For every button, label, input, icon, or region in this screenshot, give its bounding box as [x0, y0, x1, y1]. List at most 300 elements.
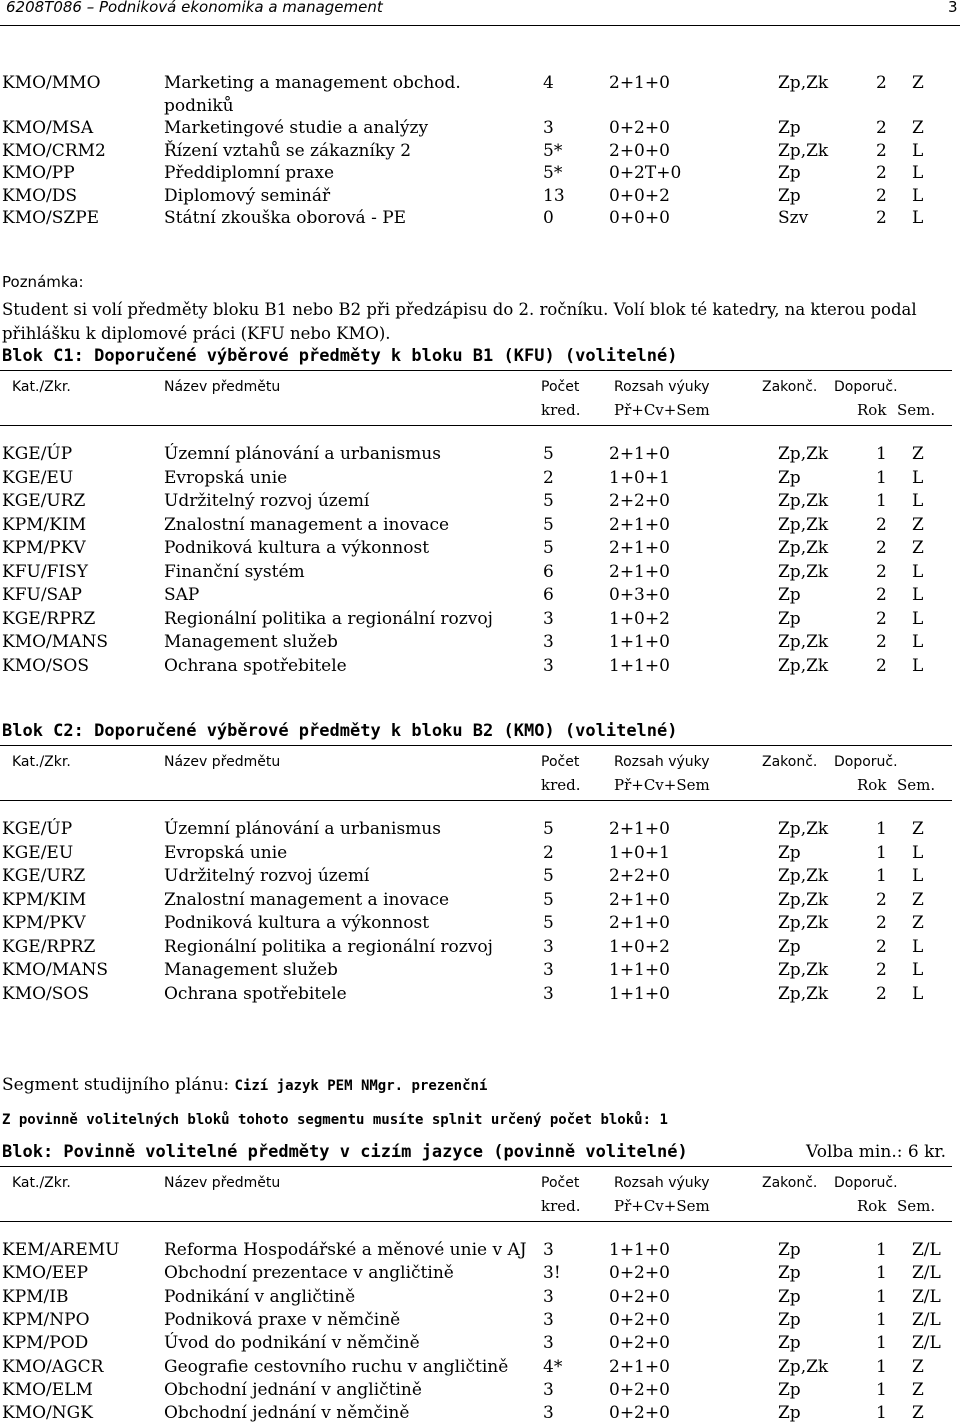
year: 1 [876, 819, 887, 839]
year: 1 [876, 1379, 887, 1400]
course-name: Udržitelný rozvoj území [164, 866, 370, 886]
col-credits-header: Počet [541, 379, 580, 395]
segment-line [2, 1077, 487, 1094]
course-name: Ochrana spotřebitele [164, 655, 347, 676]
credits: 3 [543, 1240, 554, 1260]
year: 2 [876, 889, 887, 910]
scope: 0+2+0 [609, 1403, 670, 1424]
year: 1 [876, 1263, 887, 1284]
col-rec-header: Doporuč. [834, 754, 898, 770]
year: 1 [876, 467, 887, 488]
scope: 0+2+0 [609, 1379, 670, 1400]
col-name-header: Název předmětu [164, 1175, 281, 1191]
table-row [0, 162, 960, 184]
course-name: Ochrana spotřebitele [164, 983, 347, 1004]
year: 2 [876, 561, 887, 582]
block-lang-title: Blok: Povinně volitelné předměty v cizím jazyce (povinně volitelné) [2, 1142, 688, 1162]
course-code: KFU/SAP [2, 585, 82, 605]
block-lang-header-rule [0, 1221, 952, 1222]
semester: Z [912, 913, 924, 933]
table-row [0, 117, 960, 139]
col-scope-sub: Př+Cv+Sem [614, 401, 710, 419]
course-name: Obchodní jednání v němčině [164, 1403, 410, 1424]
semester: L [912, 585, 924, 605]
segment-name: Cizí jazyk PEM NMgr. prezenční [234, 1078, 488, 1094]
exam-type: Zp,Zk [778, 913, 829, 933]
course-name: Geografie cestovního ruchu v angličtině [164, 1356, 509, 1377]
course-name: Obchodní jednání v angličtině [164, 1379, 422, 1400]
year: 2 [876, 185, 887, 206]
credits: 3 [543, 1403, 554, 1424]
credits: 3 [543, 608, 554, 629]
table-row [0, 912, 960, 934]
semester: Z/L [912, 1286, 941, 1307]
col-sem-sub: Sem. [897, 401, 936, 419]
scope: 1+1+0 [609, 960, 670, 980]
year: 1 [876, 842, 887, 863]
block-c1-top-rule [0, 370, 952, 371]
credits: 5 [543, 491, 554, 511]
semester: L [912, 842, 924, 863]
course-code: KPM/PKV [2, 913, 86, 933]
course-code: KPM/PKV [2, 538, 86, 558]
year: 2 [876, 585, 887, 605]
year: 2 [876, 118, 887, 138]
semester: L [912, 208, 924, 228]
credits: 6 [543, 561, 554, 582]
scope: 2+1+0 [609, 73, 670, 93]
credits: 3 [543, 1379, 554, 1400]
course-code: KPM/IB [2, 1286, 69, 1307]
course-code: KPM/KIM [2, 889, 87, 910]
table-row [0, 1379, 960, 1401]
semester: L [912, 632, 924, 652]
course-code: KMO/SZPE [2, 208, 100, 228]
credits: 5 [543, 538, 554, 558]
table-row [0, 818, 960, 840]
credits: 4* [543, 1356, 563, 1377]
course-code: KGE/EU [2, 842, 74, 863]
scope: 0+2+0 [609, 1286, 670, 1307]
table-row [0, 490, 960, 512]
course-name: Úvod do podnikání v němčině [164, 1333, 420, 1354]
course-name: Podniková kultura a výkonnost [164, 538, 430, 558]
col-code-header: Kat./Zkr. [12, 379, 71, 395]
table-row [0, 1239, 960, 1261]
scope: 1+1+0 [609, 632, 670, 652]
course-code: KGE/RPRZ [2, 936, 96, 957]
exam-type: Zp [778, 1286, 801, 1307]
course-name: Regionální politika a regionální rozvoj [164, 608, 493, 629]
col-exam-header: Zakonč. [762, 379, 818, 395]
table-row [0, 655, 960, 677]
semester: L [912, 983, 924, 1004]
note-line-1: Student si volí předměty bloku B1 nebo B2 při předzápisu do 2. ročníku. Volí blok té katedry, na kterou podal [2, 300, 917, 319]
course-name: podniků [164, 95, 234, 116]
scope: 2+2+0 [609, 866, 670, 886]
year: 2 [876, 140, 887, 161]
table-row [0, 983, 960, 1005]
table-row [0, 889, 960, 911]
course-code: KMO/DS [2, 185, 78, 206]
course-name: Reforma Hospodářské a měnové unie v AJ [164, 1240, 527, 1260]
page-number: 3 [948, 0, 958, 16]
col-rec-header: Doporuč. [834, 379, 898, 395]
col-credits-sub: kred. [541, 1197, 581, 1215]
exam-type: Zp [778, 1379, 801, 1400]
table-row [0, 443, 960, 465]
semester: Z [912, 73, 924, 93]
course-code: KMO/PP [2, 163, 75, 183]
exam-type: Zp,Zk [778, 1356, 829, 1377]
year: 1 [876, 1286, 887, 1307]
table-row [0, 561, 960, 583]
exam-type: Zp [778, 467, 801, 488]
course-name: Regionální politika a regionální rozvoj [164, 936, 493, 957]
course-name: Udržitelný rozvoj území [164, 491, 370, 511]
table-row [0, 936, 960, 958]
exam-type: Zp [778, 1403, 801, 1424]
course-name: Řízení vztahů se zákazníky 2 [164, 140, 412, 161]
block-c2-title: Blok C2: Doporučené výběrové předměty k bloku B2 (KMO) (volitelné) [2, 721, 678, 741]
exam-type: Zp,Zk [778, 632, 829, 652]
col-code-header: Kat./Zkr. [12, 1175, 71, 1191]
course-code: KMO/EEP [2, 1263, 89, 1284]
semester: Z/L [912, 1309, 941, 1330]
scope: 0+0+0 [609, 208, 670, 228]
header-row [0, 1172, 960, 1194]
course-code: KMO/SOS [2, 983, 90, 1004]
exam-type: Zp [778, 608, 801, 629]
col-code-header: Kat./Zkr. [12, 754, 71, 770]
segment-label: Segment studijního plánu: [2, 1075, 230, 1095]
course-code: KEM/AREMU [2, 1240, 120, 1260]
credits: 5 [543, 866, 554, 886]
year: 2 [876, 514, 887, 535]
credits: 4 [543, 73, 554, 93]
semester: Z [912, 1403, 924, 1424]
exam-type: Zp,Zk [778, 514, 829, 535]
course-code: KGE/URZ [2, 866, 86, 886]
semester: L [912, 561, 924, 582]
exam-type: Zp,Zk [778, 73, 829, 93]
exam-type: Zp [778, 1309, 801, 1330]
scope: 0+2+0 [609, 118, 670, 138]
table-row [0, 1332, 960, 1354]
exam-type: Zp,Zk [778, 866, 829, 886]
scope: 2+0+0 [609, 140, 670, 161]
year: 2 [876, 163, 887, 183]
table-row [0, 1262, 960, 1284]
col-credits-sub: kred. [541, 401, 581, 419]
semester: L [912, 467, 924, 488]
table-row [0, 185, 960, 207]
credits: 3 [543, 1286, 554, 1307]
semester: Z [912, 819, 924, 839]
col-year-sub: Rok [857, 776, 887, 794]
col-exam-header: Zakonč. [762, 1175, 818, 1191]
course-name: Podniková kultura a výkonnost [164, 913, 430, 933]
course-code: KMO/MANS [2, 960, 108, 980]
exam-type: Zp,Zk [778, 561, 829, 582]
credits: 5 [543, 444, 554, 464]
credits: 5 [543, 514, 554, 535]
credits: 5* [543, 140, 563, 161]
year: 1 [876, 866, 887, 886]
exam-type: Zp [778, 163, 801, 183]
course-name: Evropská unie [164, 842, 288, 863]
course-name: Státní zkouška oborová - PE [164, 208, 407, 228]
block-c2-header-rule [0, 800, 952, 801]
course-code: KPM/KIM [2, 514, 87, 535]
year: 2 [876, 913, 887, 933]
col-sem-sub: Sem. [897, 1197, 936, 1215]
col-credits-sub: kred. [541, 776, 581, 794]
credits: 3 [543, 936, 554, 957]
semester: L [912, 866, 924, 886]
year: 2 [876, 73, 887, 93]
semester: L [912, 163, 924, 183]
credits: 3! [543, 1263, 561, 1284]
scope: 2+2+0 [609, 491, 670, 511]
scope: 1+1+0 [609, 655, 670, 676]
year: 2 [876, 608, 887, 629]
credits: 3 [543, 118, 554, 138]
note-line-2: přihlášku k diplomové práci (KFU nebo KMO). [2, 324, 391, 343]
course-name: Obchodní prezentace v angličtině [164, 1263, 454, 1284]
table-row [0, 514, 960, 536]
course-name: Finanční systém [164, 561, 305, 582]
course-name: Marketing a management obchod. [164, 73, 461, 93]
scope: 1+0+1 [609, 467, 670, 488]
header-row [0, 376, 960, 398]
table-row [0, 865, 960, 887]
table-row [0, 1286, 960, 1308]
exam-type: Zp,Zk [778, 538, 829, 558]
semester: Z/L [912, 1263, 941, 1284]
table-row [0, 959, 960, 981]
exam-type: Zp,Zk [778, 444, 829, 464]
course-code: KMO/MANS [2, 632, 108, 652]
course-name: Evropská unie [164, 467, 288, 488]
scope: 1+1+0 [609, 1240, 670, 1260]
header-row [0, 751, 960, 773]
header-divider [0, 25, 960, 26]
year: 2 [876, 655, 887, 676]
semester: L [912, 140, 924, 161]
course-code: KPM/NPO [2, 1309, 90, 1330]
credits: 6 [543, 585, 554, 605]
scope: 0+2+0 [609, 1263, 670, 1284]
table-row [0, 140, 960, 162]
year: 2 [876, 632, 887, 652]
col-scope-header: Rozsah výuky [614, 379, 710, 395]
course-name: Územní plánování a urbanismus [164, 819, 441, 839]
semester: L [912, 936, 924, 957]
exam-type: Zp,Zk [778, 983, 829, 1004]
course-code: KMO/SOS [2, 655, 90, 676]
course-name: Podniková praxe v němčině [164, 1309, 401, 1330]
note-label: Poznámka: [2, 273, 84, 291]
semester: Z/L [912, 1240, 941, 1260]
year: 2 [876, 936, 887, 957]
col-name-header: Název předmětu [164, 754, 281, 770]
semester: Z [912, 889, 924, 910]
semester: L [912, 960, 924, 980]
col-scope-sub: Př+Cv+Sem [614, 1197, 710, 1215]
exam-type: Zp [778, 118, 801, 138]
semester: Z [912, 1356, 924, 1377]
year: 1 [876, 1403, 887, 1424]
scope: 2+1+0 [609, 561, 670, 582]
credits: 3 [543, 1309, 554, 1330]
course-code: KGE/RPRZ [2, 608, 96, 629]
scope: 0+2+0 [609, 1333, 670, 1354]
scope: 0+0+2 [609, 185, 670, 206]
semester: L [912, 185, 924, 206]
table-row [0, 631, 960, 653]
semester: L [912, 491, 924, 511]
col-scope-header: Rozsah výuky [614, 754, 710, 770]
header-subrow [0, 774, 960, 796]
year: 1 [876, 491, 887, 511]
course-code: KFU/FISY [2, 561, 88, 582]
semester: Z/L [912, 1333, 941, 1354]
credits: 0 [543, 208, 554, 228]
year: 2 [876, 960, 887, 980]
scope: 2+1+0 [609, 514, 670, 535]
credits: 3 [543, 983, 554, 1004]
table-row [0, 537, 960, 559]
scope: 1+0+1 [609, 842, 670, 863]
table-row [0, 1356, 960, 1378]
scope: 2+1+0 [609, 538, 670, 558]
course-name: Marketingové studie a analýzy [164, 118, 429, 138]
credits: 5 [543, 819, 554, 839]
col-scope-sub: Př+Cv+Sem [614, 776, 710, 794]
segment-rule: Z povinně volitelných bloků tohoto segmentu musíte splnit určený počet bloků: 1 [2, 1112, 668, 1128]
col-scope-header: Rozsah výuky [614, 1175, 710, 1191]
semester: Z [912, 514, 924, 535]
year: 1 [876, 1333, 887, 1354]
exam-type: Szv [778, 208, 809, 228]
col-name-header: Název předmětu [164, 379, 281, 395]
exam-type: Zp,Zk [778, 140, 829, 161]
table-row [0, 608, 960, 630]
semester: L [912, 655, 924, 676]
scope: 0+3+0 [609, 585, 670, 605]
scope: 2+1+0 [609, 1356, 670, 1377]
course-code: KMO/ELM [2, 1379, 93, 1400]
course-name: Management služeb [164, 960, 338, 980]
course-code: KGE/ÚP [2, 819, 73, 839]
scope: 2+1+0 [609, 889, 670, 910]
table-row [0, 467, 960, 489]
credits: 13 [543, 185, 565, 206]
block-c2-top-rule [0, 745, 952, 746]
col-exam-header: Zakonč. [762, 754, 818, 770]
scope: 2+1+0 [609, 819, 670, 839]
table-row [0, 584, 960, 606]
course-code: KMO/CRM2 [2, 140, 106, 161]
exam-type: Zp [778, 185, 801, 206]
table-row [0, 72, 960, 94]
exam-type: Zp [778, 585, 801, 605]
col-year-sub: Rok [857, 401, 887, 419]
exam-type: Zp,Zk [778, 819, 829, 839]
semester: Z [912, 538, 924, 558]
table-row [0, 95, 960, 117]
course-name: Územní plánování a urbanismus [164, 444, 441, 464]
exam-type: Zp,Zk [778, 889, 829, 910]
header-subrow [0, 1195, 960, 1217]
course-code: KGE/ÚP [2, 444, 73, 464]
block-lang-minimum: Volba min.: 6 kr. [806, 1142, 947, 1162]
credits: 2 [543, 842, 554, 863]
exam-type: Zp [778, 1263, 801, 1284]
credits: 2 [543, 467, 554, 488]
exam-type: Zp [778, 1333, 801, 1354]
course-code: KMO/NGK [2, 1403, 93, 1424]
course-code: KMO/MSA [2, 118, 94, 138]
table-row [0, 1402, 960, 1424]
course-name: Předdiplomní praxe [164, 163, 335, 183]
credits: 3 [543, 1333, 554, 1354]
block-c1-header-rule [0, 425, 952, 426]
table-row [0, 207, 960, 229]
course-name: Management služeb [164, 632, 338, 652]
exam-type: Zp [778, 936, 801, 957]
scope: 2+1+0 [609, 444, 670, 464]
col-rec-header: Doporuč. [834, 1175, 898, 1191]
course-code: KPM/POD [2, 1333, 89, 1354]
credits: 5 [543, 913, 554, 933]
block-lang-top-rule [0, 1166, 952, 1167]
year: 1 [876, 444, 887, 464]
exam-type: Zp,Zk [778, 491, 829, 511]
year: 2 [876, 983, 887, 1004]
credits: 3 [543, 632, 554, 652]
header-subrow [0, 399, 960, 421]
credits: 3 [543, 960, 554, 980]
year: 1 [876, 1356, 887, 1377]
col-credits-header: Počet [541, 1175, 580, 1191]
exam-type: Zp [778, 842, 801, 863]
scope: 2+1+0 [609, 913, 670, 933]
course-name: SAP [164, 585, 200, 605]
course-name: Znalostní management a inovace [164, 889, 450, 910]
table-row [0, 842, 960, 864]
semester: Z [912, 1379, 924, 1400]
course-code: KMO/MMO [2, 73, 101, 93]
page-header-title: 6208T086 – Podniková ekonomika a management [6, 0, 383, 16]
year: 1 [876, 1309, 887, 1330]
scope: 1+0+2 [609, 936, 670, 957]
course-name: Diplomový seminář [164, 185, 331, 206]
table-row [0, 1309, 960, 1331]
year: 1 [876, 1240, 887, 1260]
semester: Z [912, 118, 924, 138]
block-c1-title: Blok C1: Doporučené výběrové předměty k bloku B1 (KFU) (volitelné) [2, 346, 678, 366]
credits: 5 [543, 889, 554, 910]
course-code: KGE/URZ [2, 491, 86, 511]
course-code: KGE/EU [2, 467, 74, 488]
exam-type: Zp,Zk [778, 655, 829, 676]
scope: 1+0+2 [609, 608, 670, 629]
col-sem-sub: Sem. [897, 776, 936, 794]
course-name: Podnikání v angličtině [164, 1286, 356, 1307]
scope: 0+2+0 [609, 1309, 670, 1330]
